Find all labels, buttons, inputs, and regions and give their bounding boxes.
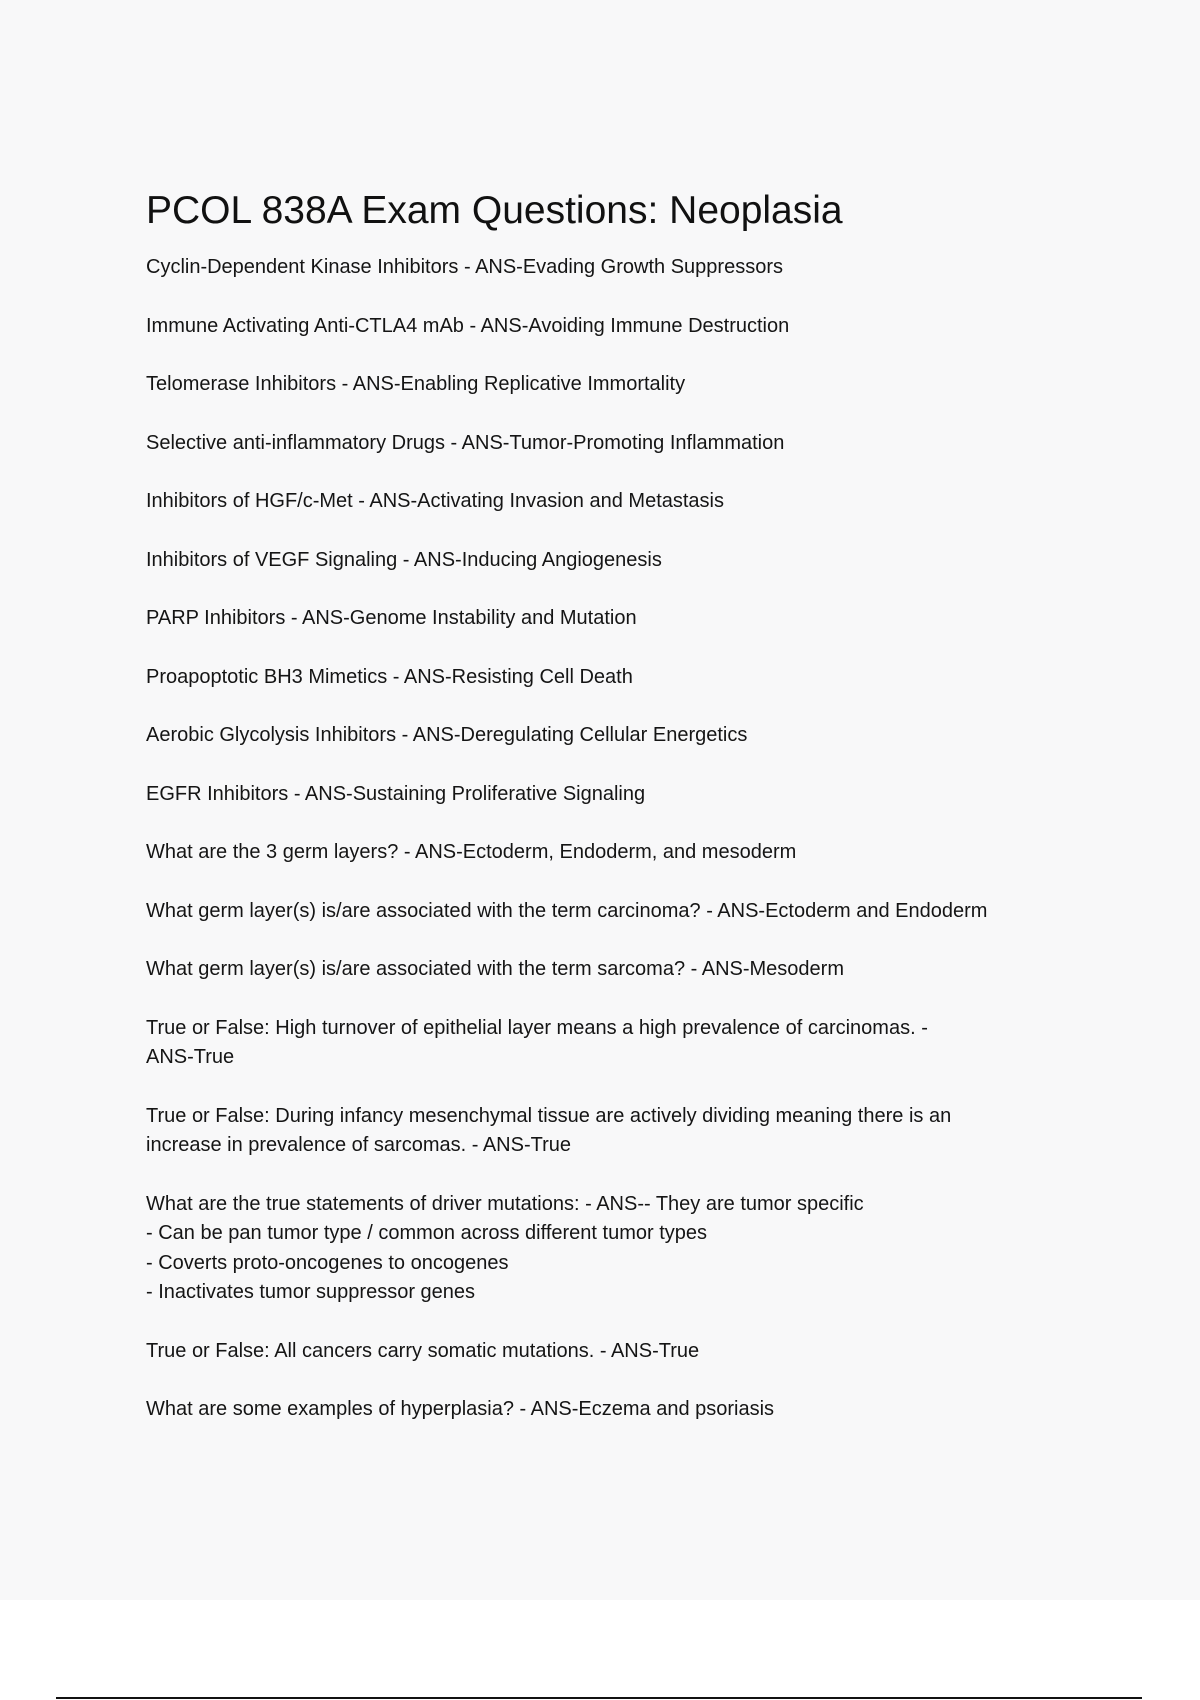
qa-entry [146,546,1086,576]
qa-line: - Inactivates tumor suppressor genes [146,1281,476,1303]
qa-line: True or False: During infancy mesenchymal tissue are actively dividing meaning there is an [146,1104,952,1127]
qa-line: Cyclin-Dependent Kinase Inhibitors - ANS-Evading Growth Suppressors [146,256,783,278]
qa-entry [146,663,1086,693]
qa-line: What are some examples of hyperplasia? - ANS-Eczema and psoriasis [146,1398,775,1420]
page-footer-rule [56,1697,1142,1699]
qa-line: What are the true statements of driver mutations: - ANS-- They are tumor specific [146,1192,864,1215]
qa-entry [146,370,1086,400]
qa-entry [146,721,1086,751]
qa-entry [146,1014,1086,1073]
qa-line: What germ layer(s) is/are associated with the term carcinoma? - ANS-Ectoderm and Endoderm [146,899,988,922]
qa-line: What germ layer(s) is/are associated with the term sarcoma? - ANS-Mesoderm [146,958,844,980]
qa-line: True or False: High turnover of epithelial layer means a high prevalence of carcinomas. - [146,1016,928,1039]
qa-entry [146,1102,1086,1161]
qa-entry [146,1190,1086,1308]
qa-entry [146,1395,1086,1425]
qa-line: Telomerase Inhibitors - ANS-Enabling Replicative Immortality [146,373,686,395]
qa-entry [146,1337,1086,1367]
qa-entry [146,487,1086,517]
qa-line: - Coverts proto-oncogenes to oncogenes [146,1251,509,1274]
qa-entry [146,780,1086,810]
qa-line: PARP Inhibitors - ANS-Genome Instability and Mutation [146,607,637,629]
qa-line: Immune Activating Anti-CTLA4 mAb - ANS-Avoiding Immune Destruction [146,314,790,337]
qa-line: increase in prevalence of sarcomas. - ANS-True [146,1134,571,1156]
document-content [146,183,1086,1454]
qa-entry [146,955,1086,985]
qa-line: Proapoptotic BH3 Mimetics - ANS-Resisting Cell Death [146,665,633,688]
qa-line: Inhibitors of VEGF Signaling - ANS-Inducing Angiogenesis [146,548,662,571]
qa-line: Inhibitors of HGF/c-Met - ANS-Activating Invasion and Metastasis [146,490,724,512]
qa-entry [146,429,1086,459]
qa-line: What are the 3 germ layers? - ANS-Ectoderm, Endoderm, and mesoderm [146,841,797,863]
qa-entry [146,897,1086,927]
qa-entry [146,604,1086,634]
qa-line: Aerobic Glycolysis Inhibitors - ANS-Deregulating Cellular Energetics [146,724,748,746]
qa-list [146,253,1086,1425]
qa-line: EGFR Inhibitors - ANS-Sustaining Proliferative Signaling [146,782,646,805]
qa-entry [146,312,1086,342]
qa-entry [146,838,1086,868]
qa-line: ANS-True [146,1046,235,1068]
qa-line: Selective anti-inflammatory Drugs - ANS-Tumor-Promoting Inflammation [146,431,785,454]
qa-entry [146,253,1086,283]
qa-line: True or False: All cancers carry somatic mutations. - ANS-True [146,1339,700,1362]
qa-line: - Can be pan tumor type / common across different tumor types [146,1222,707,1244]
document-title: PCOL 838A Exam Questions: Neoplasia [146,189,843,232]
